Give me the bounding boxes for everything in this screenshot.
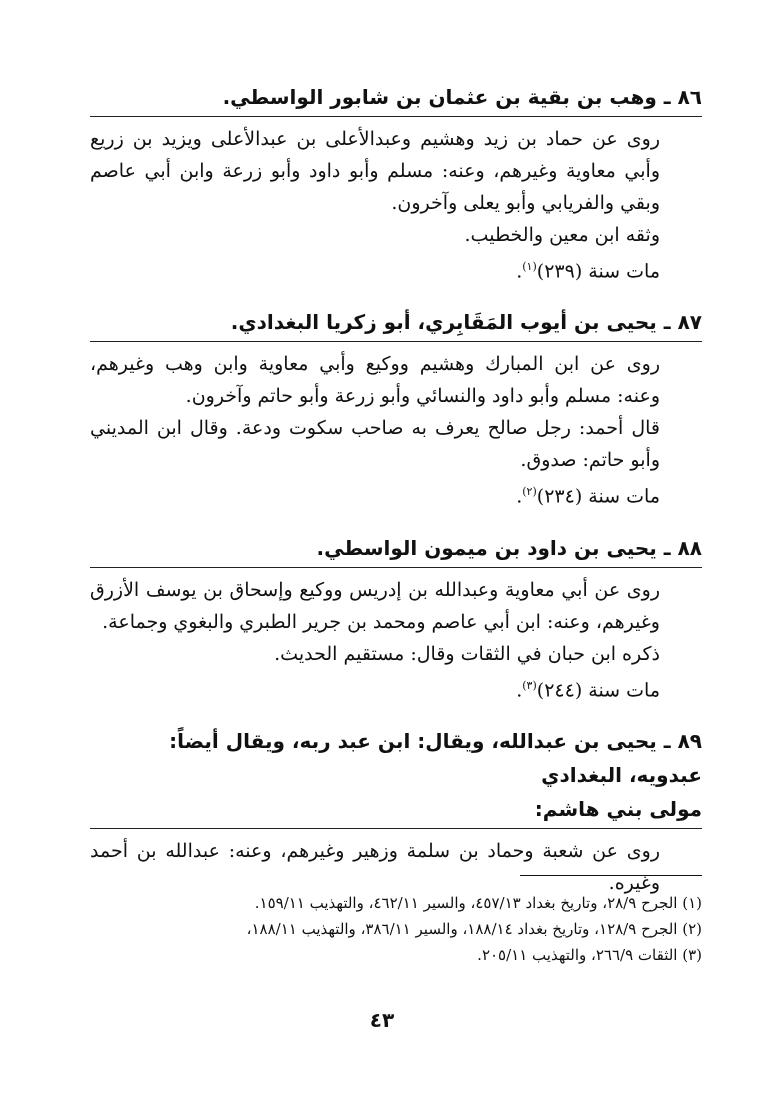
footnote-1: (١) الجرح ٢٨/٩، وتاريخ بغداد ٤٥٧/١٣، والسير ٤٦٢/١١، والتهذيب ١٥٩/١١.: [254, 894, 702, 912]
entry-87: [90, 305, 702, 512]
footnote-2: (٢) الجرح ١٢٨/٩، وتاريخ بغداد ١٨٨/١٤، والسير ٣٨٦/١١، والتهذيب ١٨٨/١١،: [246, 920, 702, 938]
footnote-separator: [520, 875, 702, 876]
death-text: مات سنة (٢٣٩): [536, 260, 660, 283]
entry-paragraph: روى عن شعبة وحماد بن سلمة وزهير وغيرهم، وعنه: عبدالله بن أحمد وغيره.: [90, 839, 660, 894]
page-number: ٤٣: [369, 1008, 395, 1032]
entry-heading: ٨٦ ـ وهب بن بقية بن عثمان بن شابور الواسطي.: [90, 80, 702, 117]
death-line: مات سنة (٢٣٩)$^{(١)}$.: [516, 260, 660, 283]
entry-86: [90, 80, 702, 287]
entry-heading: [90, 724, 702, 829]
entry-paragraph: روى عن ابن المبارك وهشيم ووكيع وأبي معاوية وابن وهب وغيرهم، وعنه: مسلم وأبو داود والنسائي وأبو زرعة وأبو حاتم وآخرون.: [90, 353, 660, 408]
entry-line: ذكره ابن حبان في الثقات وقال: مستقيم الحديث.: [274, 642, 660, 665]
death-line: مات سنة (٢٣٤)$^{(٢)}$.: [516, 485, 660, 508]
heading-line: ٨٩ ـ يحيى بن عبدالله، ويقال: ابن عبد ربه، ويقال أيضاً: عبدويه، البغدادي: [169, 728, 702, 787]
entry-paragraph: روى عن أبي معاوية وعبدالله بن إدريس ووكيع وإسحاق بن يوسف الأزرق وغيرهم، وعنه: ابن أبي عاصم ومحمد بن جرير الطبري والبغوي وجماعة.: [90, 578, 660, 633]
entry-heading: ٨٧ ـ يحيى بن أيوب المَقَابِري، أبو زكريا البغدادي.: [90, 305, 702, 342]
death-text: مات سنة (٢٤٤): [536, 678, 660, 701]
footnote-ref: (٣): [522, 678, 537, 692]
entry-paragraph: روى عن حماد بن زيد وهشيم وعبدالأعلى بن عبدالأعلى ويزيد بن زريع وأبي معاوية وغيرهم، وعنه: مسلم وأبو داود وأبو زرعة وابن أبي عاصم وبقي والفريابي وأبو يعلى وآخرون.: [90, 128, 660, 214]
entry-heading: ٨٨ ـ يحيى بن داود بن ميمون الواسطي.: [90, 531, 702, 568]
entry-88: [90, 531, 702, 706]
footnote-3: (٣) الثقات ٢٦٦/٩، والتهذيب ٢٠٥/١١.: [477, 946, 702, 964]
entry-paragraph: قال أحمد: رجل صالح يعرف به صاحب سكوت ودعة. وقال ابن المديني وأبو حاتم: صدوق.: [90, 417, 660, 472]
entry-89: [90, 724, 702, 899]
footnote-ref: (١): [522, 260, 537, 273]
entry-line: وثقه ابن معين والخطيب.: [464, 224, 660, 246]
heading-line: مولى بني هاشم:: [534, 796, 702, 821]
footnote-ref: (٢): [522, 485, 537, 499]
death-line: مات سنة (٢٤٤)$^{(٣)}$.: [516, 678, 660, 701]
footnotes: [90, 890, 702, 968]
page-body: [90, 80, 702, 917]
death-text: مات سنة (٢٣٤): [536, 485, 660, 508]
